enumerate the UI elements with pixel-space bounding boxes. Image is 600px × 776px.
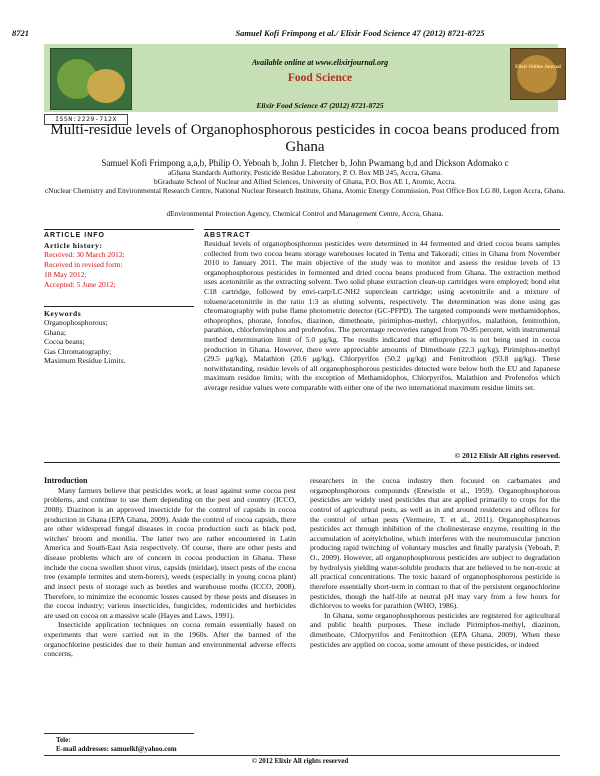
available-online: Available online at www.elixirjournal.org [251, 58, 389, 67]
footnote-email: E-mail addresses: samuelkf@yahoo.com [56, 745, 177, 753]
abstract-heading: ABSTRACT [204, 232, 251, 239]
history-line: Received: 30 March 2012; [44, 250, 125, 259]
history-line: Accepted: 5 June 2012; [44, 280, 116, 289]
abstract-text: Residual levels of organophosphorous pesticides were determined in 44 fermented and dried cocoa beans samples collected from two cocoa beans storage warehouses located in Tema and Takoradi; cities in Ghana from November 2010 to January 2011. The main objective of the study was to monitor and assess the residue levels of 13 organophosphorous pesticides in fermented and dried cocoa beans produced from Ghana. The extraction method uses acetonitrile as the extracting solvent. Two solid phase extraction clean-up cartridges were employed; bond elut C18 cartridge, followed by envi-carp/LC-NH2 superclean cartridge; using acetonitrile and a mixture of toluene/acetonitrile in the ratio 1:3 as eluting solvents, respectively. The determination was done using gas chromatography with pulse flame photometric detector (GC-PFPD). The targeted compounds were methamidophos, ethoprophos, phorate, fonofos, diazinon, dimethoate, pirimiphos-methyl, chlorpyrifos, malathion, fenitrothion, parathion, chlorfenvinphos and profenofos. The percentage recoveries ranged from 70-95 percent, with instrumental method determination limit of 5.0 μg/kg. The results indicated that ethoprophos is not being used in cocoa production in Ghana. However, there were appreciable amounts of Dimethoate (22.3 μg/kg), Pirimiphos-methyl (29.5 μg/kg), Malathion (20.6 μg/kg), Chlorpyrifos (50.2 μg/kg) and Fenitrothion (93.8 μg/kg). These notwithstanding, residue levels of all organophosphorous pesticides detected were below both the EU and Japanese maximum residue limits; with the exception of Methamidophos, Chlorpyrifos, Malathion and Profenofos which average residue values were comparable with either one of the two international maximum residue limits set. [204, 239, 560, 392]
journal-cover-image [510, 48, 566, 100]
issn-barcode: ISSN:2229-712X [44, 114, 128, 125]
footer-rule [44, 755, 560, 756]
body-column-right [310, 476, 560, 649]
keyword: Organophosphorous; [44, 318, 108, 327]
authors: Samuel Kofi Frimpong a,a,b, Philip O. Yeboah b, John J. Fletcher b, John Pwamang b,d and Dickson Adomako c [101, 158, 509, 168]
affiliation: aGhana Standards Authority, Pesticide Residue Laboratory, P. O. Box MB 245, Accra, Ghana. [167, 168, 443, 177]
footnote-tele: Tele: [56, 736, 71, 744]
journal-name: Food Science [287, 72, 353, 84]
affiliation: dEnvironmental Protection Agency, Chemical Control and Management Centre, Accra, Ghana. [166, 209, 444, 218]
elixir-logo-image [50, 48, 132, 110]
running-head: Samuel Kofi Frimpong et al./ Elixir Food Science 47 (2012) 8721-8725 [235, 28, 485, 38]
article-title: Multi-residue levels of Organophosphorous pesticides in cocoa beans produced from Ghana [50, 122, 560, 155]
history-line: Received in revised form: [44, 260, 123, 269]
keyword: Gas Chromatography; [44, 346, 112, 356]
affiliation: cNuclear Chemistry and Environmental Research Centre, National Nuclear Research Institute, Ghana, Atomic Energy Commission, Post Office Box LG 80, Legon Accra, Ghana. [44, 186, 566, 195]
keyword: Ghana; [44, 327, 66, 337]
paragraph: Many farmers believe that pesticides work, at least against some cocoa pest problems, and continue to use them depending on the pest and country (ICCO, 2008). Diazinon is an approved insecticide for the control of capsids in cocoa production in Ghana (EPA Ghana, 2009). Aside the control of cocoa capsids, there are other widespread fungal diseases in cocoa production such as black pod, witches' broom and monilia. The latter two are rather encountered in Latin America and South-East Asia respectively. Of course, there are other pests and disease problems which are of concern in cocoa production in Ghana. These include the cocoa swollen shoot virus, capsids (miridae), insect pests of the cocoa tree (example termites and stem-borers), weeds (especially in young cocoa plant) and insect pests of storage such as beetles and warehouse moths (ICCO, 2008). Therefore, to minimize the economic losses caused by these pests and diseases in the cocoa industry; various insecticides, fungicides, rodenticides and herbicides are used on cocoa on a massive scale (Hayes and Laws, 1991). [44, 485, 296, 620]
article-info-heading: ARTICLE INFO [44, 232, 105, 239]
paragraph: researchers in the cocoa industry then focused on carbamates and organophosphorous compounds (Entwistle et al., 1959). Organophosphorous pesticides are widely used pesticides that are applied primarily to crops for the control of agricultural pests, as well as in and around residences and offices for the control of urban pests (Vermeire, T. et al., 2011). Organophosphorous pesticides act through inhibition of the cholinesterase enzyme, resulting in the accumulation of acetylcholine, which interferes with the neuromuscular junction producing rapid twitching of voluntary muscles and finally paralysis (Yeboah, P. O., 2009). However, all organophosphorous pesticides are subject to degradation by hydrolysis yielding water-soluble products that are believed to be non-toxic at all practical concentrations. The toxic hazard of organophosphorous pesticide is therefore essentially short-term in contrast to that of the persistent organochlorine pesticides, though the half-life at neutral pH may vary from a few hours for dichlorvos to weeks for parathion (WHO, 1986). [310, 476, 560, 611]
introduction-heading: Introduction [44, 476, 88, 485]
history-line: 18 May 2012; [44, 270, 87, 279]
abstract [204, 229, 560, 393]
page-number: 8721 [12, 28, 29, 38]
paragraph: Insecticide application techniques on cocoa remain essentially based on experiments that were carried out in the 1960s. After the banned of the organochlorine pesticides due to their human and environmental adverse effects concerns, [44, 620, 296, 659]
affiliation: bGraduate School of Nuclear and Allied Sciences, University of Ghana, P.O. Box AE 1, Atomic, Accra. [154, 177, 456, 186]
cover-text: Elixir Online Journal [515, 65, 561, 70]
keyword: Maximum Residue Limits. [44, 356, 126, 366]
journal-citation: Elixir Food Science 47 (2012) 8721-8725 [256, 101, 384, 110]
footer-copyright: © 2012 Elixir All rights reserved [251, 757, 349, 765]
keywords-heading: Keywords [44, 309, 82, 318]
history-heading: Article history: [44, 241, 103, 250]
body-column-left [44, 476, 296, 659]
footnote-rule [44, 733, 194, 734]
keyword: Cocoa beans; [44, 337, 85, 347]
abstract-copyright: © 2012 Elixir All rights reserved. [44, 451, 560, 463]
paragraph: In Ghana, some organophosphorous pesticides are registered for agricultural and public health purposes. These include Pirimiphos-methyl, diazinon, dimethoate, Chlorpyrifos and Fenitrothion (EPA Ghana, 2009). When these pesticides are applied on cocoa, some amount of these pesticides, or indeed [310, 610, 560, 649]
article-info [44, 229, 194, 366]
